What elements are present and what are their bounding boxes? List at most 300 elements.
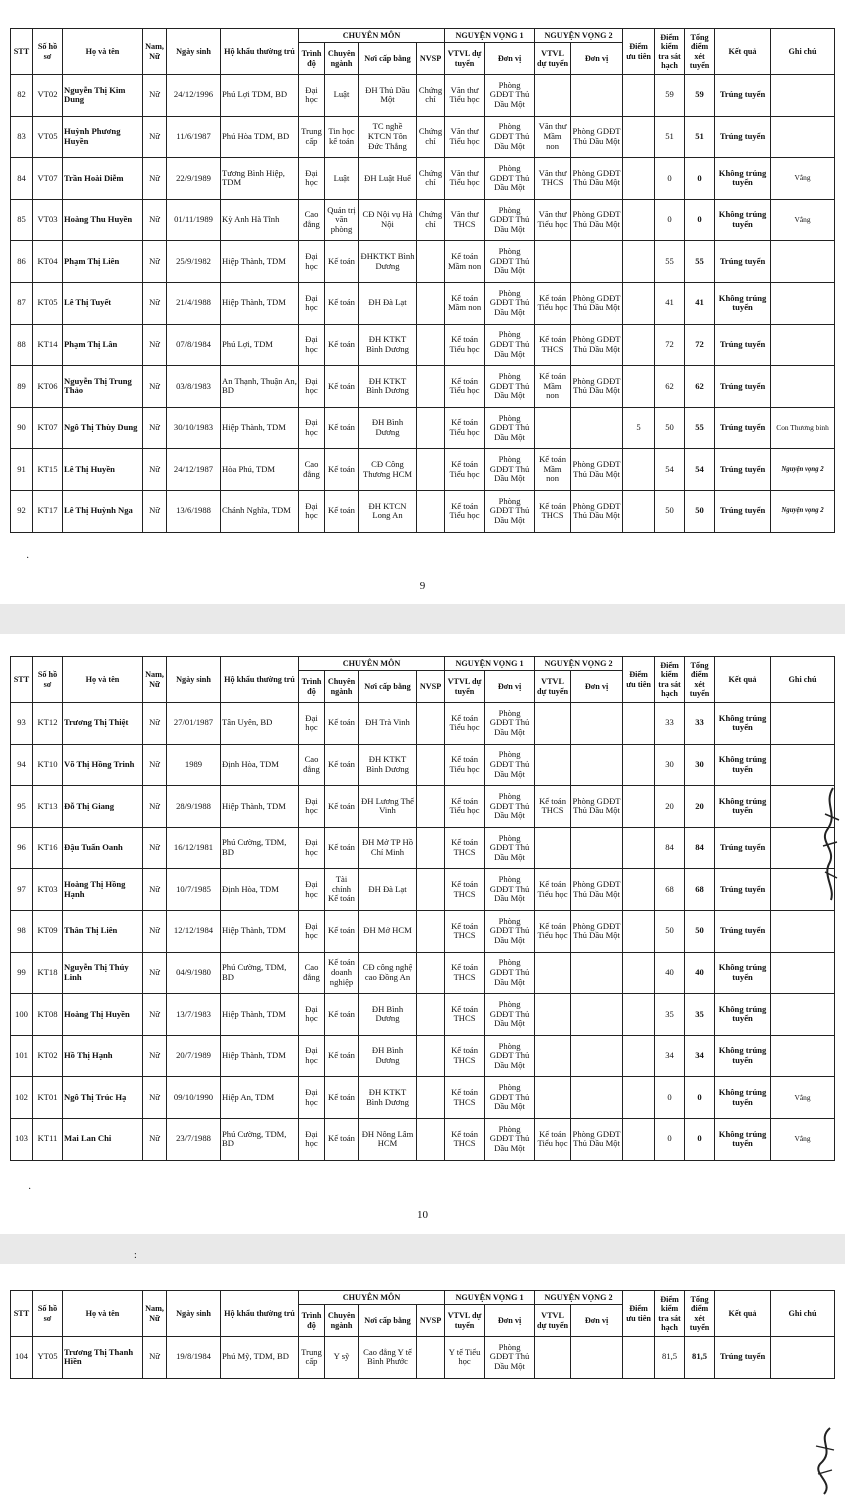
cell-addr: Định Hòa, TDM	[221, 744, 299, 786]
cell-school: CĐ công nghệ cao Đồng An	[359, 952, 417, 994]
cell-nv2-unit: Phòng GDĐT Thủ Dầu Một	[571, 158, 623, 200]
cell-major: Kế toán	[325, 1118, 359, 1160]
cell-major: Kế toán	[325, 490, 359, 532]
cell-so: VT03	[33, 199, 63, 241]
cell-note: Nguyện vọng 2	[771, 490, 835, 532]
page-number: 10	[417, 1209, 428, 1221]
cell-nv1-pos: Kế toán THCS	[445, 910, 485, 952]
cell-level: Đại học	[299, 241, 325, 283]
cell-priority	[623, 490, 655, 532]
header-nvsp: NVSP	[417, 43, 445, 75]
cell-stt: 86	[11, 241, 33, 283]
cell-dob: 13/6/1988	[167, 490, 221, 532]
cell-total: 55	[685, 241, 715, 283]
cell-sex: Nữ	[143, 490, 167, 532]
header-diem-kiem-tra: Điểm kiểm tra sát hạch	[655, 657, 685, 703]
cell-addr: Tân Uyên, BD	[221, 703, 299, 745]
cell-addr: Hiệp Thành, TDM	[221, 241, 299, 283]
cell-school: ĐH Luật Huế	[359, 158, 417, 200]
cell-so: KT17	[33, 490, 63, 532]
cell-major: Kế toán	[325, 703, 359, 745]
cell-dob: 28/9/1988	[167, 786, 221, 828]
cell-name: Hoàng Thị Huyền	[63, 994, 143, 1036]
cell-nv2-unit	[571, 241, 623, 283]
cell-name: Phạm Thị Liên	[63, 241, 143, 283]
cell-result: Không trúng tuyển	[715, 158, 771, 200]
cell-nv2-unit	[571, 75, 623, 117]
cell-nv2-pos	[535, 703, 571, 745]
cell-priority	[623, 703, 655, 745]
cell-priority	[623, 910, 655, 952]
header-vtvl: VTVL dự tuyển	[445, 43, 485, 75]
stamp-mark-icon	[815, 784, 845, 904]
cell-dob: 1989	[167, 744, 221, 786]
document-page-11	[0, 1250, 845, 1500]
cell-sex: Nữ	[143, 75, 167, 117]
cell-nv1-unit: Phòng GDĐT Thủ Dầu Một	[485, 158, 535, 200]
cell-total: 40	[685, 952, 715, 994]
cell-school: ĐH Thủ Dầu Một	[359, 75, 417, 117]
cell-nvsp	[417, 910, 445, 952]
cell-nv1-unit: Phòng GDĐT Thủ Dầu Một	[485, 1337, 535, 1379]
cell-dob: 20/7/1989	[167, 1035, 221, 1077]
cell-result: Trúng tuyển	[715, 241, 771, 283]
cell-major: Kế toán	[325, 366, 359, 408]
cell-test: 62	[655, 366, 685, 408]
cell-nvsp	[417, 744, 445, 786]
cell-level: Đại học	[299, 158, 325, 200]
cell-nv1-pos: Văn thư Tiểu học	[445, 158, 485, 200]
header-chuyen-nganh: Chuyên ngành	[325, 671, 359, 703]
header-ket-qua: Kết quả	[715, 1291, 771, 1337]
cell-name: Hoàng Thu Huyền	[63, 199, 143, 241]
cell-school: ĐH Đà Lạt	[359, 869, 417, 911]
cell-name: Huỳnh Phương Huyền	[63, 116, 143, 158]
cell-priority	[623, 1337, 655, 1379]
cell-nv2-unit: Phòng GDĐT Thủ Dầu Một	[571, 910, 623, 952]
cell-nv1-unit: Phòng GDĐT Thủ Dầu Một	[485, 282, 535, 324]
cell-level: Đại học	[299, 1118, 325, 1160]
header-vtvl: VTVL dự tuyển	[445, 671, 485, 703]
cell-stt: 95	[11, 786, 33, 828]
cell-priority	[623, 324, 655, 366]
cell-note	[771, 366, 835, 408]
table-row	[11, 75, 835, 117]
cell-nv1-unit: Phòng GDĐT Thủ Dầu Một	[485, 1118, 535, 1160]
cell-stt: 82	[11, 75, 33, 117]
cell-test: 20	[655, 786, 685, 828]
cell-school: ĐH Đà Lạt	[359, 282, 417, 324]
cell-name: Võ Thị Hồng Trinh	[63, 744, 143, 786]
cell-major: Kế toán	[325, 282, 359, 324]
cell-name: Trần Hoài Diễm	[63, 158, 143, 200]
cell-so: KT13	[33, 786, 63, 828]
cell-nvsp	[417, 786, 445, 828]
cell-total: 50	[685, 490, 715, 532]
header-ho-ten: Họ và tên	[63, 29, 143, 75]
cell-nv2-unit: Phòng GDĐT Thủ Dầu Một	[571, 869, 623, 911]
header-don-vi-2: Đơn vị	[571, 43, 623, 75]
cell-addr: Chánh Nghĩa, TDM	[221, 490, 299, 532]
cell-nv1-unit: Phòng GDĐT Thủ Dầu Một	[485, 449, 535, 491]
cell-dob: 13/7/1983	[167, 994, 221, 1036]
header-ghi-chu: Ghi chú	[771, 1291, 835, 1337]
header-so-ho-so: Số hồ sơ	[33, 29, 63, 75]
cell-nvsp: Chứng chỉ	[417, 75, 445, 117]
cell-stt: 102	[11, 1077, 33, 1119]
cell-dob: 03/8/1983	[167, 366, 221, 408]
cell-total: 55	[685, 407, 715, 449]
header-gioi: Nam, Nữ	[143, 657, 167, 703]
cell-major: Tin học kế toán	[325, 116, 359, 158]
cell-sex: Nữ	[143, 744, 167, 786]
cell-addr: Hiệp Thành, TDM	[221, 994, 299, 1036]
cell-dob: 04/9/1980	[167, 952, 221, 994]
cell-dob: 19/8/1984	[167, 1337, 221, 1379]
header-nguyen-vong-1: NGUYỆN VỌNG 1	[445, 29, 535, 43]
cell-nv2-unit: Phòng GDĐT Thủ Dầu Một	[571, 199, 623, 241]
cell-note: Nguyện vọng 2	[771, 449, 835, 491]
cell-sex: Nữ	[143, 199, 167, 241]
cell-priority	[623, 744, 655, 786]
cell-result: Không trúng tuyển	[715, 994, 771, 1036]
table-row	[11, 116, 835, 158]
header-ghi-chu: Ghi chú	[771, 657, 835, 703]
cell-nv1-unit: Phòng GDĐT Thủ Dầu Một	[485, 366, 535, 408]
cell-note	[771, 703, 835, 745]
header-nguyen-vong-1: NGUYỆN VỌNG 1	[445, 1291, 535, 1305]
cell-school: ĐH Bình Dương	[359, 1035, 417, 1077]
cell-total: 84	[685, 827, 715, 869]
cell-major: Kế toán	[325, 241, 359, 283]
cell-addr: Phú Cường, TDM, BD	[221, 827, 299, 869]
table-row	[11, 1118, 835, 1160]
cell-test: 54	[655, 449, 685, 491]
cell-level: Trung cấp	[299, 1337, 325, 1379]
cell-level: Đại học	[299, 910, 325, 952]
cell-level: Đại học	[299, 827, 325, 869]
cell-name: Ngô Thị Thùy Dung	[63, 407, 143, 449]
cell-nv1-pos: Kế toán Mầm non	[445, 282, 485, 324]
cell-priority	[623, 994, 655, 1036]
cell-total: 54	[685, 449, 715, 491]
cell-nvsp	[417, 449, 445, 491]
cell-priority	[623, 869, 655, 911]
cell-test: 50	[655, 490, 685, 532]
cell-stt: 88	[11, 324, 33, 366]
cell-major: Kế toán	[325, 744, 359, 786]
cell-nv2-pos	[535, 1077, 571, 1119]
cell-name: Thân Thị Liên	[63, 910, 143, 952]
cell-test: 35	[655, 994, 685, 1036]
cell-result: Trúng tuyển	[715, 366, 771, 408]
cell-total: 72	[685, 324, 715, 366]
cell-note	[771, 75, 835, 117]
header-ket-qua: Kết quả	[715, 657, 771, 703]
cell-result: Không trúng tuyển	[715, 1035, 771, 1077]
cell-sex: Nữ	[143, 116, 167, 158]
cell-sex: Nữ	[143, 241, 167, 283]
cell-nv1-pos: Kế toán Tiểu học	[445, 703, 485, 745]
cell-so: KT07	[33, 407, 63, 449]
header-chuyen-nganh: Chuyên ngành	[325, 1305, 359, 1337]
cell-dob: 24/12/1996	[167, 75, 221, 117]
cell-level: Đại học	[299, 786, 325, 828]
cell-total: 68	[685, 869, 715, 911]
cell-nv2-pos: Kế toán Mầm non	[535, 449, 571, 491]
header-nguyen-vong-2: NGUYỆN VỌNG 2	[535, 657, 623, 671]
header-tong-diem: Tổng điểm xét tuyển	[685, 1291, 715, 1337]
cell-nv2-unit	[571, 827, 623, 869]
cell-nv1-pos: Y tế Tiểu học	[445, 1337, 485, 1379]
cell-stt: 85	[11, 199, 33, 241]
cell-addr: Hiệp Thành, TDM	[221, 1035, 299, 1077]
cell-major: Y sỹ	[325, 1337, 359, 1379]
cell-major: Kế toán	[325, 786, 359, 828]
cell-priority	[623, 952, 655, 994]
cell-note	[771, 744, 835, 786]
cell-nv2-pos	[535, 994, 571, 1036]
cell-test: 72	[655, 324, 685, 366]
header-diem-uu-tien: Điểm ưu tiên	[623, 1291, 655, 1337]
header-diem-kiem-tra: Điểm kiểm tra sát hạch	[655, 1291, 685, 1337]
cell-total: 51	[685, 116, 715, 158]
cell-nv2-unit: Phòng GDĐT Thủ Dầu Một	[571, 282, 623, 324]
cell-nv2-pos	[535, 1337, 571, 1379]
header-tong-diem: Tổng điểm xét tuyển	[685, 657, 715, 703]
cell-priority	[623, 75, 655, 117]
cell-addr: Tương Bình Hiệp, TDM	[221, 158, 299, 200]
cell-nv1-unit: Phòng GDĐT Thủ Dầu Một	[485, 744, 535, 786]
cell-dob: 24/12/1987	[167, 449, 221, 491]
header-trinh-do: Trình độ	[299, 1305, 325, 1337]
cell-sex: Nữ	[143, 994, 167, 1036]
cell-dob: 27/01/1987	[167, 703, 221, 745]
cell-level: Đại học	[299, 282, 325, 324]
cell-stt: 84	[11, 158, 33, 200]
cell-major: Kế toán doanh nghiệp	[325, 952, 359, 994]
cell-dob: 09/10/1990	[167, 1077, 221, 1119]
cell-school: ĐH Bình Dương	[359, 407, 417, 449]
cell-stt: 87	[11, 282, 33, 324]
cell-name: Ngô Thị Trúc Hạ	[63, 1077, 143, 1119]
cell-total: 0	[685, 1077, 715, 1119]
cell-nv1-unit: Phòng GDĐT Thủ Dầu Một	[485, 1035, 535, 1077]
cell-school: ĐH Trà Vinh	[359, 703, 417, 745]
cell-nv2-pos: Kế toán Tiểu học	[535, 282, 571, 324]
cell-priority	[623, 366, 655, 408]
cell-stt: 89	[11, 366, 33, 408]
cell-so: KT06	[33, 366, 63, 408]
cell-total: 35	[685, 994, 715, 1036]
cell-note: Con Thương binh	[771, 407, 835, 449]
cell-stt: 99	[11, 952, 33, 994]
cell-total: 0	[685, 1118, 715, 1160]
cell-sex: Nữ	[143, 324, 167, 366]
cell-nv2-unit	[571, 994, 623, 1036]
cell-level: Đại học	[299, 703, 325, 745]
cell-result: Không trúng tuyển	[715, 952, 771, 994]
cell-result: Trúng tuyển	[715, 827, 771, 869]
header-nguyen-vong-2: NGUYỆN VỌNG 2	[535, 1291, 623, 1305]
cell-nv1-pos: Kế toán Tiểu học	[445, 786, 485, 828]
cell-result: Trúng tuyển	[715, 910, 771, 952]
cell-addr: Định Hòa, TDM	[221, 869, 299, 911]
cell-stt: 93	[11, 703, 33, 745]
cell-major: Kế toán	[325, 1077, 359, 1119]
cell-stt: 97	[11, 869, 33, 911]
cell-major: Kế toán	[325, 994, 359, 1036]
header-ngay-sinh: Ngày sinh	[167, 657, 221, 703]
cell-school: TC nghề KTCN Tôn Đức Thắng	[359, 116, 417, 158]
cell-major: Kế toán	[325, 449, 359, 491]
cell-nv2-pos: Kế toán THCS	[535, 786, 571, 828]
cell-nv2-unit: Phòng GDĐT Thủ Dầu Một	[571, 1118, 623, 1160]
header-diem-uu-tien: Điểm ưu tiên	[623, 29, 655, 75]
cell-so: KT15	[33, 449, 63, 491]
cell-school: ĐH Lương Thế Vinh	[359, 786, 417, 828]
cell-nv1-pos: Kế toán Tiểu học	[445, 449, 485, 491]
cell-dob: 07/8/1984	[167, 324, 221, 366]
header-chuyen-mon: CHUYÊN MÔN	[299, 1291, 445, 1305]
cell-nv2-unit: Phòng GDĐT Thủ Dầu Một	[571, 490, 623, 532]
cell-school: ĐH KTKT Bình Dương	[359, 744, 417, 786]
cell-nv1-pos: Kế toán Tiểu học	[445, 744, 485, 786]
cell-nvsp: Chứng chỉ	[417, 158, 445, 200]
cell-addr: Hiệp An, TDM	[221, 1077, 299, 1119]
cell-test: 0	[655, 158, 685, 200]
cell-school: ĐH Bình Dương	[359, 994, 417, 1036]
cell-total: 30	[685, 744, 715, 786]
cell-name: Phạm Thị Lân	[63, 324, 143, 366]
cell-nv1-unit: Phòng GDĐT Thủ Dầu Một	[485, 910, 535, 952]
cell-nv2-pos: Kế toán Mầm non	[535, 366, 571, 408]
cell-note	[771, 116, 835, 158]
cell-level: Cao đẳng	[299, 744, 325, 786]
cell-so: KT05	[33, 282, 63, 324]
header-chuyen-nganh: Chuyên ngành	[325, 43, 359, 75]
table-row	[11, 952, 835, 994]
cell-stt: 103	[11, 1118, 33, 1160]
document-page-10	[0, 634, 845, 1234]
cell-name: Đậu Tuấn Oanh	[63, 827, 143, 869]
cell-school: CĐ Nội vụ Hà Nội	[359, 199, 417, 241]
cell-level: Cao đẳng	[299, 952, 325, 994]
cell-test: 0	[655, 199, 685, 241]
cell-addr: Phú Cường, TDM, BD	[221, 952, 299, 994]
cell-nvsp	[417, 1337, 445, 1379]
cell-addr: Phú Lợi, TDM	[221, 324, 299, 366]
cell-priority	[623, 827, 655, 869]
cell-school: ĐH Mở TP Hồ Chí Minh	[359, 827, 417, 869]
header-diem-kiem-tra: Điểm kiểm tra sát hạch	[655, 29, 685, 75]
cell-sex: Nữ	[143, 366, 167, 408]
cell-major: Kế toán	[325, 324, 359, 366]
cell-name: Trương Thị Thiệt	[63, 703, 143, 745]
cell-result: Không trúng tuyển	[715, 1118, 771, 1160]
cell-total: 62	[685, 366, 715, 408]
header-ho-khau: Hộ khẩu thường trú	[221, 1291, 299, 1337]
header-ghi-chu: Ghi chú	[771, 29, 835, 75]
results-table-page-11	[10, 1290, 835, 1379]
cell-nv1-unit: Phòng GDĐT Thủ Dầu Một	[485, 199, 535, 241]
cell-stt: 90	[11, 407, 33, 449]
cell-stt: 104	[11, 1337, 33, 1379]
cell-nvsp	[417, 703, 445, 745]
header-don-vi: Đơn vị	[485, 43, 535, 75]
cell-nv2-pos: Kế toán Tiểu học	[535, 869, 571, 911]
cell-nv1-pos: Kế toán THCS	[445, 952, 485, 994]
cell-nv2-pos: Kế toán THCS	[535, 324, 571, 366]
cell-result: Trúng tuyển	[715, 869, 771, 911]
cell-nv2-pos: Kế toán Tiểu học	[535, 910, 571, 952]
cell-nv2-unit: Phòng GDĐT Thủ Dầu Một	[571, 116, 623, 158]
cell-level: Đại học	[299, 1035, 325, 1077]
table-row	[11, 827, 835, 869]
cell-nv2-unit: Phòng GDĐT Thủ Dầu Một	[571, 786, 623, 828]
header-noi-cap: Nơi cấp bằng	[359, 43, 417, 75]
cell-level: Đại học	[299, 75, 325, 117]
cell-so: VT05	[33, 116, 63, 158]
cell-note: Vắng	[771, 158, 835, 200]
cell-stt: 100	[11, 994, 33, 1036]
cell-school: CĐ Công Thương HCM	[359, 449, 417, 491]
cell-result: Trúng tuyển	[715, 324, 771, 366]
header-vtvl-2: VTVL dự tuyển	[535, 671, 571, 703]
cell-sex: Nữ	[143, 1118, 167, 1160]
cell-result: Trúng tuyển	[715, 75, 771, 117]
cell-level: Đại học	[299, 407, 325, 449]
table-row	[11, 490, 835, 532]
cell-note	[771, 994, 835, 1036]
cell-note: Vắng	[771, 1118, 835, 1160]
cell-major: Kế toán	[325, 1035, 359, 1077]
cell-total: 0	[685, 199, 715, 241]
table-row	[11, 786, 835, 828]
cell-stt: 101	[11, 1035, 33, 1077]
cell-nvsp: Chứng chỉ	[417, 116, 445, 158]
cell-total: 41	[685, 282, 715, 324]
table-row	[11, 366, 835, 408]
cell-nvsp	[417, 407, 445, 449]
cell-sex: Nữ	[143, 786, 167, 828]
cell-name: Mai Lan Chi	[63, 1118, 143, 1160]
cell-sex: Nữ	[143, 1337, 167, 1379]
cell-result: Trúng tuyển	[715, 449, 771, 491]
header-ho-khau: Hộ khẩu thường trú	[221, 29, 299, 75]
cell-nvsp	[417, 241, 445, 283]
cell-major: Luật	[325, 158, 359, 200]
cell-nv2-unit: Phòng GDĐT Thủ Dầu Một	[571, 324, 623, 366]
cell-major: Quản trị văn phòng	[325, 199, 359, 241]
cell-level: Đại học	[299, 994, 325, 1036]
cell-test: 81,5	[655, 1337, 685, 1379]
cell-nv1-unit: Phòng GDĐT Thủ Dầu Một	[485, 994, 535, 1036]
cell-nv1-unit: Phòng GDĐT Thủ Dầu Một	[485, 703, 535, 745]
cell-nv1-pos: Kế toán Tiểu học	[445, 366, 485, 408]
cell-dob: 25/9/1982	[167, 241, 221, 283]
cell-result: Không trúng tuyển	[715, 786, 771, 828]
cell-test: 0	[655, 1118, 685, 1160]
cell-test: 84	[655, 827, 685, 869]
cell-school: Cao đẳng Y tế Bình Phước	[359, 1337, 417, 1379]
table-row	[11, 199, 835, 241]
cell-sex: Nữ	[143, 869, 167, 911]
cell-nv1-pos: Kế toán THCS	[445, 1077, 485, 1119]
header-stt: STT	[11, 29, 33, 75]
cell-school: ĐHKTKT Bình Dương	[359, 241, 417, 283]
cell-test: 30	[655, 744, 685, 786]
